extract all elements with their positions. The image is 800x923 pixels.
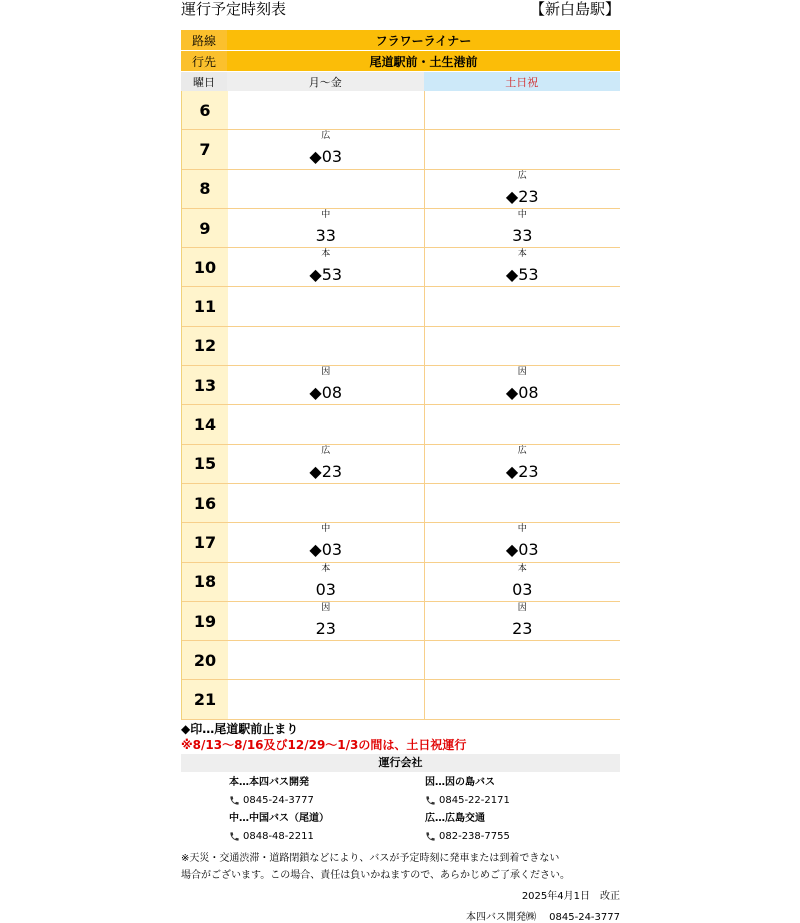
table-row	[182, 170, 620, 209]
hour-cell: 14	[182, 405, 228, 443]
destination-mark: 本	[517, 563, 527, 574]
hour-cell: 7	[182, 130, 228, 168]
hour-cell: 16	[182, 484, 228, 522]
revision-date: 2025年4月1日 改正	[521, 890, 620, 902]
route-value: フラワーライナー	[227, 30, 620, 50]
destination-mark: 因	[517, 602, 527, 613]
departure	[425, 447, 621, 480]
hour-cell: 18	[182, 563, 228, 601]
departure	[425, 525, 621, 558]
departure	[228, 525, 424, 558]
route-label: 路線	[181, 30, 227, 50]
destination-mark: 因	[517, 367, 527, 378]
table-row	[182, 563, 620, 602]
operator-phone	[425, 830, 615, 844]
weekday-cell	[228, 680, 425, 718]
weekday-cell	[228, 366, 425, 404]
table-row	[182, 366, 620, 405]
phone-icon	[425, 831, 436, 842]
departure	[425, 368, 621, 401]
operator-name: 本…本四バス開発	[229, 776, 309, 788]
weekday-cell	[228, 170, 425, 208]
table-row	[182, 209, 620, 248]
destination-mark: 中	[517, 524, 527, 535]
table-row	[182, 287, 620, 326]
destination-value: 尾道駅前・土生港前	[227, 51, 620, 71]
weekday-cell	[228, 563, 425, 601]
destination-mark: 中	[321, 524, 331, 535]
departure	[228, 604, 424, 637]
weekend-cell	[425, 287, 621, 325]
phone-number: 082-238-7755	[439, 830, 510, 842]
weekday-cell	[228, 641, 425, 679]
weekend-cell	[425, 563, 621, 601]
weekday-cell	[228, 484, 425, 522]
hour-cell: 19	[182, 602, 228, 640]
destination-row	[181, 51, 620, 72]
table-row	[182, 327, 620, 366]
departure-minute: ◆03	[505, 540, 539, 560]
diamond-note: ◆印…尾道駅前止まり	[181, 721, 299, 736]
departure-minute: 23	[315, 618, 336, 638]
hour-cell: 11	[182, 287, 228, 325]
operator-phone	[229, 794, 425, 808]
timetable-grid	[181, 91, 620, 720]
departure	[425, 172, 621, 205]
departure-minute: ◆53	[505, 265, 539, 285]
phone-number: 0845-24-3777	[243, 794, 314, 806]
weekend-cell	[425, 523, 621, 561]
weekend-cell	[425, 484, 621, 522]
title-bar	[181, 0, 620, 30]
hour-cell: 8	[182, 170, 228, 208]
hour-cell: 6	[182, 91, 228, 129]
hour-cell: 10	[182, 248, 228, 286]
table-row	[182, 602, 620, 641]
weekend-cell	[425, 91, 621, 129]
holiday-note: ※8/13～8/16及び12/29～1/3の間は、土日祝運行	[181, 737, 467, 752]
weekend-cell	[425, 209, 621, 247]
table-row	[182, 641, 620, 680]
weekday-cell	[228, 523, 425, 561]
day-label: 曜日	[181, 72, 227, 91]
weekend-cell	[425, 248, 621, 286]
departure-minute: 23	[512, 618, 533, 638]
departure	[228, 368, 424, 401]
destination-mark: 本	[321, 563, 331, 574]
operator-phone	[229, 830, 425, 844]
table-row	[182, 248, 620, 287]
departure-minute: 03	[315, 579, 336, 599]
weekend-cell	[425, 680, 621, 718]
departure-minute: ◆23	[505, 186, 539, 206]
weekday-cell	[228, 405, 425, 443]
hour-cell: 20	[182, 641, 228, 679]
operator-name: 因…因の島バス	[425, 776, 495, 788]
weekend-cell	[425, 641, 621, 679]
hour-cell: 17	[182, 523, 228, 561]
departure-minute: ◆08	[309, 383, 343, 403]
destination-mark: 本	[321, 249, 331, 260]
page-title: 運行予定時刻表	[181, 0, 287, 18]
destination-mark: 中	[321, 209, 331, 220]
hour-cell: 13	[182, 366, 228, 404]
hour-cell: 15	[182, 445, 228, 483]
table-row	[182, 523, 620, 562]
timetable-sheet	[181, 0, 620, 923]
weekend-cell	[425, 366, 621, 404]
departure	[425, 250, 621, 283]
departure	[228, 565, 424, 598]
departure-minute: ◆23	[309, 461, 343, 481]
departure	[228, 211, 424, 244]
destination-mark: 広	[321, 131, 331, 142]
departure	[228, 132, 424, 165]
table-row	[182, 405, 620, 444]
weekend-cell	[425, 602, 621, 640]
operators-list	[229, 776, 620, 844]
weekday-header: 月～金	[227, 72, 424, 91]
departure	[425, 565, 621, 598]
weekday-cell	[228, 91, 425, 129]
operator-phone	[425, 794, 615, 808]
disclaimer-line-2: 場合がございます。この場合、責任は負いかねますので、あらかじめご了承ください。	[181, 869, 570, 881]
departure	[425, 604, 621, 637]
weekend-cell	[425, 327, 621, 365]
weekday-cell	[228, 130, 425, 168]
weekend-header: 土日祝	[424, 72, 621, 91]
weekday-cell	[228, 287, 425, 325]
departure-minute: ◆08	[505, 383, 539, 403]
operator-name: 広…広島交通	[425, 812, 485, 824]
departure-minute: ◆23	[505, 461, 539, 481]
phone-icon	[229, 795, 240, 806]
operator-name: 中…中国バス（尾道）	[229, 812, 329, 824]
weekday-cell	[228, 248, 425, 286]
phone-icon	[229, 831, 240, 842]
departure-minute: ◆03	[309, 147, 343, 167]
table-row	[182, 680, 620, 719]
departure	[425, 211, 621, 244]
weekend-cell	[425, 405, 621, 443]
table-row	[182, 484, 620, 523]
table-row	[182, 130, 620, 169]
departure-minute: 03	[512, 579, 533, 599]
departure	[228, 250, 424, 283]
destination-mark: 広	[517, 170, 527, 181]
phone-number: 0848-48-2211	[243, 830, 314, 842]
destination-mark: 因	[321, 602, 331, 613]
disclaimer	[181, 850, 620, 884]
day-row	[181, 72, 620, 91]
table-row	[182, 91, 620, 130]
station-name: 【新白島駅】	[529, 0, 620, 18]
operators-title: 運行会社	[181, 754, 620, 772]
hour-cell: 12	[182, 327, 228, 365]
departure-minute: 33	[315, 225, 336, 245]
destination-mark: 広	[321, 445, 331, 456]
phone-number: 0845-22-2171	[439, 794, 510, 806]
destination-mark: 広	[517, 445, 527, 456]
route-row	[181, 30, 620, 51]
departure-minute: ◆03	[309, 540, 343, 560]
destination-mark: 因	[321, 367, 331, 378]
weekend-cell	[425, 170, 621, 208]
phone-icon	[425, 795, 436, 806]
table-row	[182, 445, 620, 484]
weekday-cell	[228, 327, 425, 365]
weekday-cell	[228, 209, 425, 247]
destination-mark: 本	[517, 249, 527, 260]
footer-contact: 本四バス開発㈱ 0845-24-3777	[465, 911, 620, 923]
departure	[228, 447, 424, 480]
hour-cell: 21	[182, 680, 228, 718]
weekday-cell	[228, 445, 425, 483]
hour-cell: 9	[182, 209, 228, 247]
disclaimer-line-1: ※天災・交通渋滞・道路閉鎖などにより、バスが予定時刻に発車または到着できない	[181, 852, 560, 864]
destination-mark: 中	[517, 209, 527, 220]
departure-minute: ◆53	[309, 265, 343, 285]
weekday-cell	[228, 602, 425, 640]
weekend-cell	[425, 130, 621, 168]
weekend-cell	[425, 445, 621, 483]
departure-minute: 33	[512, 225, 533, 245]
destination-label: 行先	[181, 51, 227, 71]
